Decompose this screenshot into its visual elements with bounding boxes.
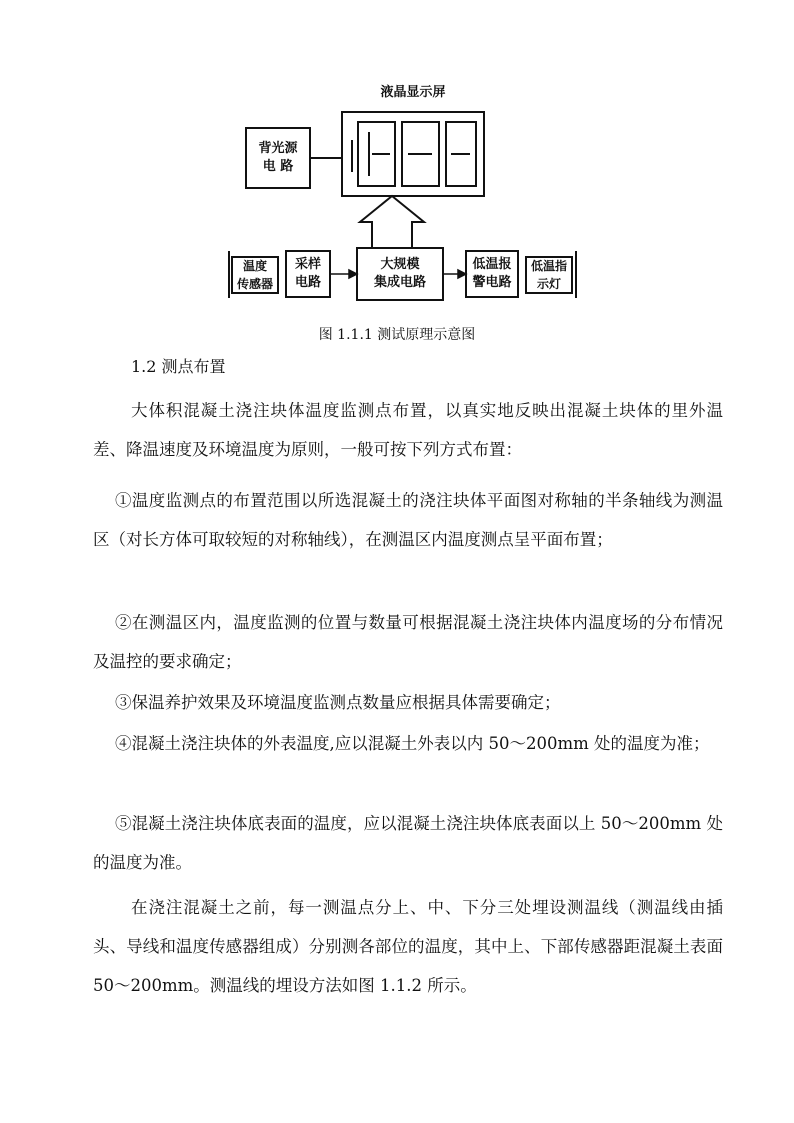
figure-caption: 图 1.1.1 测试原理示意图 [318,327,476,343]
paragraph-item-1: ①温度监测点的布置范围以所选混凝土的浇注块体平面图对称轴的半条轴线为测温区（对长方体可取较短的对称轴线），在测温区内温度测点呈平面布置； [93,491,723,549]
paragraph-item-3: ③保温养护效果及环境温度监测点数量应根据具体需要确定； [115,693,561,712]
sampling-label: 采样 电路 [294,257,321,290]
paragraph-intro: 大体积混凝土浇注块体温度监测点布置，以真实地反映出混凝土块体的里外温差、降温速度及环境温度为原则，一般可按下列方式布置： [93,401,723,459]
paragraph-burial: 在浇注混凝土之前，每一测温点分上、中、下分三处埋设测温线（测温线由插头、导线和温度传感器组成）分别测各部位的温度，其中上、下部传感器距混凝土表面 50～200mm。测温线的埋设方法如图 1.1.2 所示。 [93,898,723,995]
paragraph-item-2: ②在测温区内，温度监测的位置与数量可根据混凝土浇注块体内温度场的分布情况及温控的要求确定； [93,613,723,671]
paragraph-item-4: ④混凝土浇注块体的外表温度,应以混凝土外表以内 50～200mm 处的温度为准； [115,734,710,753]
section-title: 1.2 测点布置 [131,357,226,376]
principle-diagram [0,0,794,330]
alarm-label: 低温报 警电路 [472,257,512,290]
paragraph-item-5: ⑤混凝土浇注块体底表面的温度，应以混凝土浇注块体底表面以上 50～200mm 处的温度为准。 [93,814,723,872]
indicator-label: 低温指 示灯 [530,259,567,291]
backlight-label: 背光源 电 路 [258,141,298,174]
lcd-title: 液晶显示屏 [380,85,446,100]
lsi-label: 大规模 集成电路 [373,257,426,290]
sensor-label: 温度 传感器 [236,259,273,291]
